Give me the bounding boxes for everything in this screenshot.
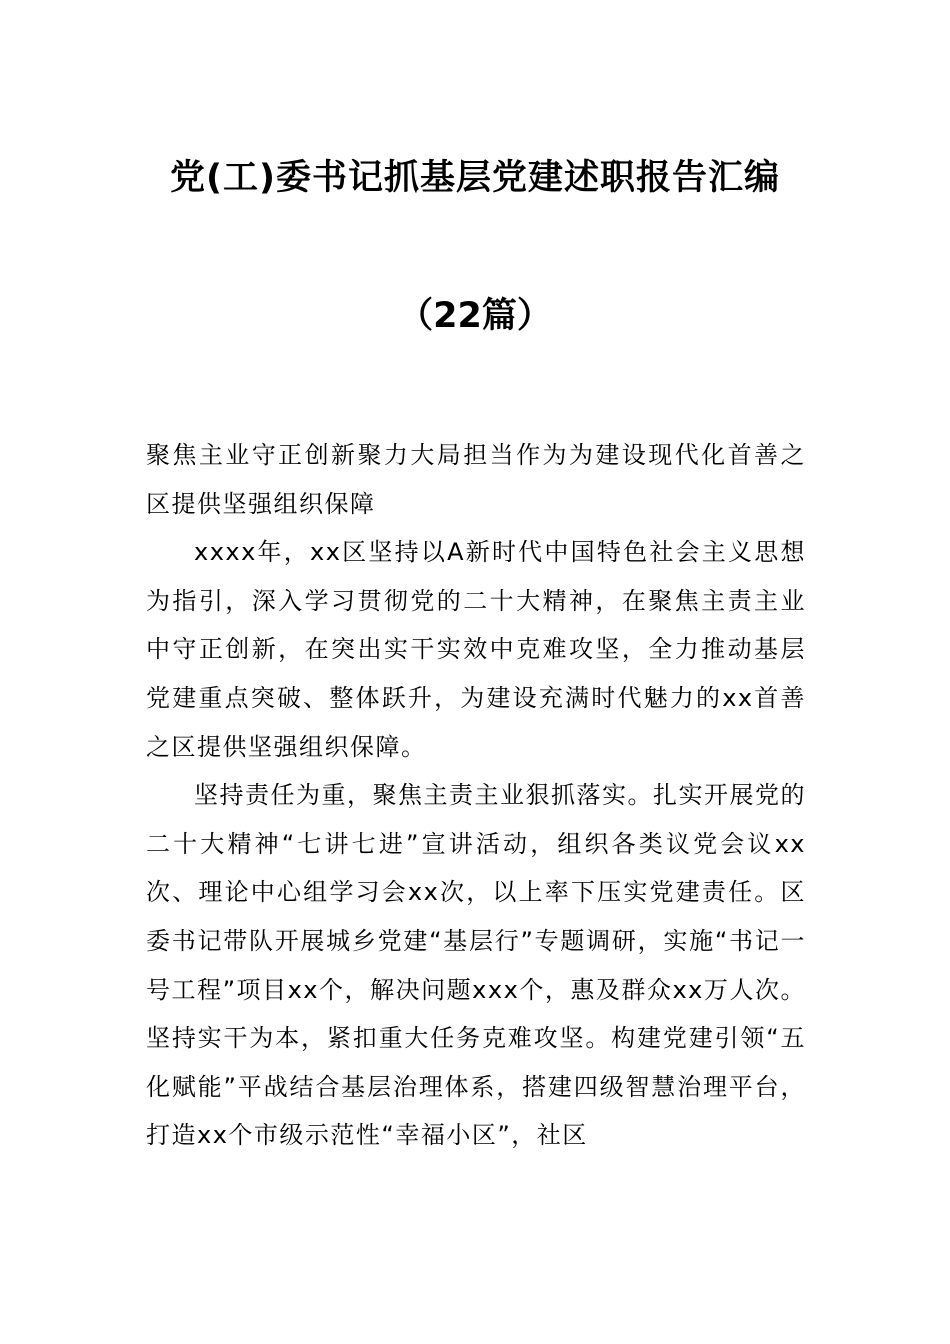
- paragraph-responsibility: 坚持责任为重，聚焦主责主业狠抓落实。扎实开展党的二十大精神“七讲七进”宣讲活动，组织各类议党会议xx次、理论中心组学习会xx次，以上率下压实党建责任。区委书记带队开展城乡党建“基层行”专题调研，实施“书记一号工程”项目xx个，解决问题xxx个，惠及群众xx万人次。坚持实干为本，紧扣重大任务克难攻坚。构建党建引领“五化赋能”平战结合基层治理体系，搭建四级智慧治理平台，打造xx个市级示范性“幸福小区”，社区: [146, 781, 806, 1150]
- document-subtitle: （22篇）: [398, 296, 552, 336]
- paragraph-intro: xxxx年，xx区坚持以A新时代中国特色社会主义思想为指引，深入学习贯彻党的二十大精神，在聚焦主责主业中守正创新，在突出实干实效中克难攻坚，全力推动基层党建重点突破、整体跃升，为建设充满时代魅力的xx首善之区提供坚强组织保障。: [146, 538, 806, 761]
- section-heading: 聚焦主业守正创新聚力大局担当作为为建设现代化首善之区提供坚强组织保障: [146, 441, 806, 518]
- document-title: 党(工)委书记抓基层党建述职报告汇编: [170, 158, 780, 198]
- document-body: [146, 431, 806, 1160]
